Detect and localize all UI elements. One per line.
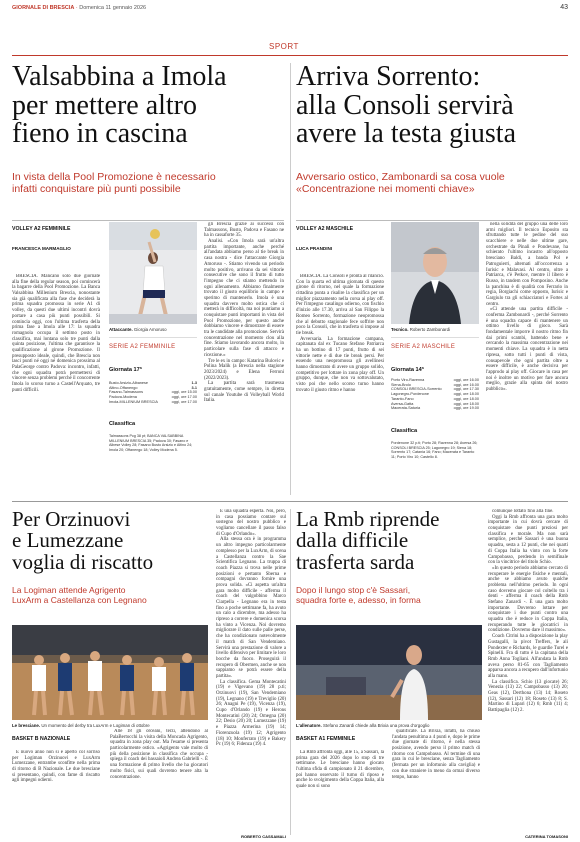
standings-text: Talmassons Pcg 38 pt; BANCA VALSABBINA MILLENIUM BRESCIA 35; Padova 30; Fasano e Albese Volley 28; Fasano Busto Arsizio e Altino 24; Imola 20; Offanengo 18; Volley Modena 5. <box>109 434 193 453</box>
subheadline: La Logiman attende Agrigento LuxArm a Castellanza con Legnano <box>12 585 147 606</box>
result-row: Padova-Modena oggi, ore 17.00 <box>109 395 197 400</box>
headline: Arriva Sorrento: alla Consoli servirà avere la testa giusta <box>296 61 517 150</box>
article-volley-a2f <box>12 63 284 196</box>
photo-attacker <box>109 222 197 324</box>
photo-coach-zanardi <box>296 625 482 720</box>
result-row: Altino-Offanengo 3-1 <box>109 385 197 390</box>
article-column: Alle 18 gli orceani, terzi, attendono al PalaBertocchi la visita della Moncada Agrigento, squadra in zona play out. Ma l'esame si presenta particolarmente ostico. «Agrigento vale molto di più della posizione in classifica che occupa - spiega il coach dei bassaioli Andrea Gabrielli -. È una formazione di primo livello che ha giocatori molto fisici, sui quali dovremo tenere alta la concentrazione. <box>110 729 208 780</box>
section-label: SPORT <box>269 42 299 51</box>
article-column: comunque lottato fino alla fine. Oggi la Rmb affronta una gara molto importante in cui dovrà cercare di conquistare due punti preziosi per classifica e morale. Ma non sarà semplice, perché Sassari è una buona squadra, sesta a 12 punti, che nei quarti di Coppa Italia ha vinto con la forte Campobasso, perdendo in semifinale con la vincitrice del titolo Schio. «In questo periodo abbiamo cercato di recuperare le energie fisiche e mentali, anche se abbiamo avuto qualche problema nell'ultimo periodo. In ogni caso dovremo giocare col coltello tra i denti - afferma il coach della Rmb Stefano Zanardi -. È una gara molto importante. Dovremo lottare per conquistare i due punti contro una squadra che è reduce in Coppa Italia, recuperando tutte le giocatrici in condizione. Dovremo dare il massimo». Coach Citrini ha a disposizione la play Gustagalli, la pivot Treffers, le ali Pondexter e Richards, le guardie Turel e Spinelli. Fra di tutto è la capitana della Rmb Anna Togliani. All'andata la Rmb aveva perso 81-65 con Tagliamento apparsa ancora a recupero dall'infortunio alla mano. La classifica. Schio (13 giocate) 26; Venezia (13) 22; Campobasso (13) 20; Geas (12), Derthona (13) 14; Roseto (12), Sassari (12) 18; Roseto (13) 8; S. Martino di Lupari (12) 6; Rmb (11) 4; Battipaglia (12) 2. <box>488 509 568 714</box>
category-tag: VOLLEY A2 FEMMINILE <box>12 226 71 232</box>
article-volley-a2m <box>296 63 568 196</box>
masthead: GIORNALE DI BRESCIA · Domenica 11 gennaio 2026 <box>12 5 147 11</box>
article-column: È nuovo anno non si è aperto col sorriso per Logiman Orzinuovi e LuxArm Lumezzane, entrambe sconfitte nella prima di ritorno di B Nazionale. Le due bresciane si presentano, quindi, con fame di riscatto agli impegni odierni. <box>12 750 100 784</box>
subheadline: Dopo il lungo stop c'è Sassari, squadra forte e, adesso, in forma <box>296 585 421 606</box>
article-column: nella solidità del gruppo una delle loro armi migliori. Il tecnico Esposito sta sfruttando tutte le pedine del suo scacchiere e nelle due ultime gare, orchestrate da Pinali e Pondevane, ha schierato l'ultimo incastro all'opposto bresciano Baldi, a banda Pol e Patroguierri, alternati all'occorrenza a Iurisic e Malavasi. Al centro, oltre a Patriarca, c'è Petkov, mentre il libero è Russo, in tandem con Pomposino. Anche la panchina è di qualità con Ferrario in regia, Borgiachi come opposto, Iurisic e Gargiulo tra gli schiacciatori e Fortes al centro. «Ci attende una partita difficile - conferma Zambonardi -, perché Sorrento è una squadra capace di mantenere un ottimo livello di gioco. Sarà fondamentale imporre il nostro ritmo fin dai primi scambi, battendo bene e cercando la massima concentrazione nei momenti chiave. La squadra è in netta ripresa, sotto tutti i punti di vista, consapevole che ogni partita oltre a essere difficile, è anche decisiva per l'approdo ai play off. Giocare in casa per noi è inoltre un motivo per fare ancora meglio, grazie alla spinta del nostro pubblico». <box>486 222 568 392</box>
category-tag: VOLLEY A2 MASCHILE <box>296 226 354 232</box>
photo-caption: Tecnico. Roberto Zambonardi <box>391 327 451 332</box>
result-row: Macerata-Saturia oggi, ore 19.00 <box>391 406 479 411</box>
result-row: Busto Arsizio-Albanese 1-3 <box>109 381 197 385</box>
byline: LUCA PRANDINI <box>296 246 333 251</box>
results-list <box>391 378 479 411</box>
article-column: La Rmb affronta oggi, alle 15, a Sassari, la prima gara del 2026 dopo lo stop di tre settimane. Le bresciane hanno giocato l'ultima sfida di campionato il 21 dicembre, poi hanno osservato il turno di riposo e anche lo svolgimento della Coppa Italia, alla quale non si sono <box>296 750 384 790</box>
scoreboard-title: SERIE A2 MASCHILE <box>391 344 456 350</box>
section-rule <box>12 55 568 56</box>
category-tag: BASKET B NAZIONALE <box>12 736 71 742</box>
result-row: Lagonegro-Pordenone oggi, ore 18.00 <box>391 392 479 397</box>
result-row: Taranto-Fano oggi, ore 18.00 <box>391 396 479 401</box>
headline: Per Orzinuovi e Lumezzane voglia di riscatto <box>12 507 154 574</box>
subheadline: In vista della Pool Promozione è necessario infatti conquistare più punti possibile <box>12 170 216 196</box>
standings-label: Classifica <box>109 421 136 427</box>
scoreboard-title: SERIE A2 FEMMINILE <box>109 344 176 350</box>
category-tag: BASKET A1 FEMMINILE <box>296 736 356 742</box>
result-row: Fasano-Talmassons oggi, ore 15.00 <box>109 390 197 395</box>
article-column: È una squadra esperta. Noi, però, in casa possiamo contare sul sostegno del nostro pubblico e vogliamo cancellare il passo falso di Cupo d'Orlando». Alla stessa ora è in programma un altro impegno particolarmente complesso per la LuxArm, di scena a Castellanza contro la Sae Scientifica Legnano. La truppa di coach Piazza si trova nelle prime posizioni e pertanto Sberna e compagni dovranno fornire una prova solida. «Ci aspetta un'altra gara molto difficile - afferma il coach del valgobbino Marco Ciarpella - Legnano era in testa fino a poche settimane fa, ha avuto un calo a dicembre, ma adesso ha ripreso a correre e domenica scorsa ha vinto a Vicenza. Noi dovremo migliorare il dato sulle palle perse, che ha condizionato notevolmente il match di San Vendemiano. Servirà una prestazione di valore a livello difensivo per limitare le loro bocche da fuoco. Proseguirà il recupero di Obermen, anche se non sappiamo se potrà essere della partita». La classifica. Gema Montecatini (19) e Vigevano (19) 28 p.ti; Orzinuovi (19), San Vendemiano (19), Legnano (19) e Treviglio (20) 26; Anagni Pe (19), Vicenza (19), Cupo d'Orlando (19) e Herons Montecatini (20) 24; Omegna (20) 22; Desio (20) 20; Lumezzane (19) e Piazza Armerina (19) 14; Fiorenzuola (19) 12; Agrigento (18) 10; Monferrato (19) e Bakery Pc (19) 6; Fidenza (19) 4. <box>216 509 286 748</box>
subheadline: Avversario ostico, Zambonardi sa cosa vuole «Concentrazione nei momenti chiave» <box>296 170 505 196</box>
photo-derby <box>12 625 208 720</box>
result-row: Aversa-Gatta oggi, ore 18.00 <box>391 401 479 406</box>
article-basket-b <box>12 509 212 606</box>
signature: ROBERTO CASSAMALI <box>241 834 286 839</box>
results-list <box>109 381 197 405</box>
result-row: CONSOLI BRESCIA-Sorrento oggi, ore 17.30 <box>391 387 479 392</box>
result-row: Imola-MILLENIUM BRESCIA oggi, ore 17.00 <box>109 399 197 404</box>
article-basket-a1f <box>296 509 496 606</box>
photo-caption: L'allenatore. Stefano Zanardi chiede alla Brixia una prova d'orgoglio <box>296 723 430 728</box>
photo-caption: Le bresciane. Un momento del derby tra LuxArm e Logiman di ottobre <box>12 723 150 728</box>
result-row: Siena-Brolo oggi, ore 16.00 <box>391 382 479 387</box>
standings-text: Pordenone 32 p.ti; Porto 28; Ravenna 28; Aversa 26; CONSOLI BRESCIA 25; Lagonegro 19; Siena 18; Sorrento 17; Catania 16; Fano; Macerata e Taranto 11; Porto Viro 10; Castello 8. <box>391 441 478 460</box>
article-column: gli Brescia grazie ai successi con Talmassons, Busto, Padova e Fasano ne ha in cassaforte 35. Analisi. «Con Imola sarà un'altra partita importante, anche perché all'andata abbiamo perso al tie break in casa nostra - dice l'attaccante Giorgia Amoruso -. Stiamo vivendo un periodo molto positivo, arrivano da sei vittorie consecutive che sono il frutto di tutto l'impegno che ci stiamo mettendo in ogni allenamento. Abbiamo finalmente trovato il giusto equilibrio in campo e sperimo di mantenerlo. Imola è una squadra davvero molto ostica che ci metterà in difficoltà, ma noi puntiamo a conquistare punti importanti in vista del Pool Promozione, per questo anche dobbiamo vincere e dimostrare di essere tra le candidate alla promozione. Servirà concentrazione nel momento clou alla fine. Stiamo lavorando ancora molto, in particolare sulla fase di attacco e ricezione.» Tre le ex in campo: Katarina Bulovic e Polina Malik (a Brescia nella stagione 2023/2024) e Elena Ferroni (2022/2023). La partita sarà trasmessa gratuitamente, come sempre, in diretta sul canale Youtube di Volleyball World Italia. <box>204 222 284 404</box>
round-label: Giornata 17ª <box>109 367 142 373</box>
page-number: 43 <box>560 4 568 11</box>
headline: La Rmb riprende dalla difficile trasferta sarda <box>296 507 440 574</box>
standings-label: Classifica <box>391 428 418 434</box>
round-label: Giornata 14ª <box>391 367 424 373</box>
result-row: Porto Viro-Ravenna oggi, ore 16.00 <box>391 378 479 382</box>
byline: FRANCESCA MARMAGLIO <box>12 246 71 251</box>
photo-coach <box>391 222 479 324</box>
article-column: qualificate. La Brixia, infatti, ha chiuso l'andata penultima a 4 punti e, dopo le prime due giornate di ritorno, è nella stessa posizione, avendo perso il primo match di ritorno con Campobasso. Al termine di una gara in cui le bresciane, senza Tagliamento (fermata per un infortunio alla caviglia) e con due straniere in meno da ormai diverso tempo, hanno <box>392 729 480 780</box>
signature: CATERINA TOMASONI <box>525 834 568 839</box>
headline: Valsabbina a Imola per mettere altro fieno in cascina <box>12 61 227 150</box>
article-column: BRESCIA. La Consoli è pronta al rilancio. Con la quarta ed ultima giornata di questo girone di ritorno, nel quale la formazione cittadina punta a risalire la classifica per un miglior piazzamento nella corsa ai play off. Per l'impegno casalingo odierno, con fischio d'inizio alle 17.30, arriva al San Filippo la Romeo Sorrento, formazione neopromossa che al debutto stagionale fece soffrire non poco la Consoli, che in trasferta si impose al tie break. Avversaria. La formazione campana, capitanata dal ex Tucano Stefano Patriarca ha un bottino di 17 punti, frutto di sei vittorie nette e di due tie break persi. Per essendo una neopromossa gli avellinesi hanno dimostrato di avere un gruppo solido, competitivo per lottare in zona play off. Un gruppo, dunque, che non va sottovalutato, visto poi che nello scorso turno hanno trovato il giusto ritmo e hanno <box>296 274 384 393</box>
photo-caption: Attaccante. Giorgia Amoruso <box>109 327 167 332</box>
article-column: BRESCIA. Mancano solo due giornate alla fine della regular season, poi comincerà la bagarre della Pool Promozione. La Banca Valsabbina Millenium Brescia, nonostante sia già qualificata alla fase che deciderà la prima squadra promossa in serie A1 di volley, da questi due ultimi incontri dovrà portare a casa più punti possibili. Si comincia oggi, con l'ultima trasferta della prima fase a Imola alle 17: la squadra romagnola occupa il settimo posto in classifica, mai lontana solo tre punti dalla quinta posizione, l'ultima che garantisce la qualificazione al girone Promozione. Il presupposto ideale, quindi, che Brescia non lasci punti né oggi né domenica prossima al PalaGeorge contro Padova: incontro, infatti, che ogni squadra potrà permettersi di vincere senza problemi perché il concorrente Imola lo scorso turno a Castell'Arquato, tre punti difficili. <box>12 274 100 393</box>
